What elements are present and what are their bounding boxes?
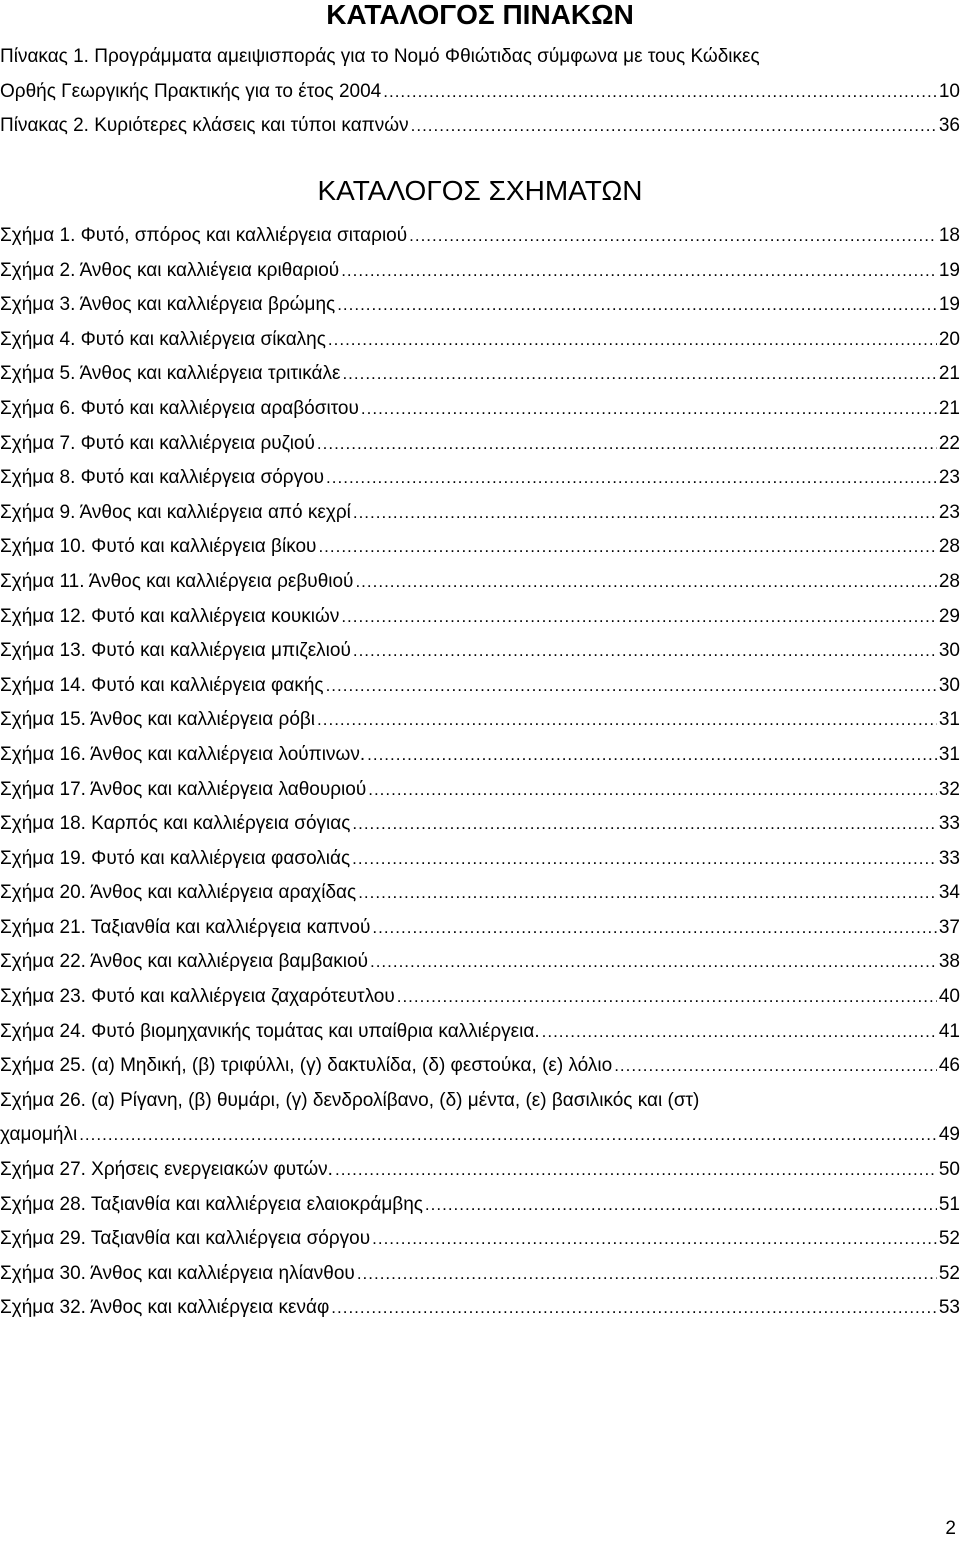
- figure-entry-page-number: 51: [938, 1193, 960, 1215]
- figure-entry[interactable]: [0, 876, 960, 911]
- dot-leader: [614, 1049, 937, 1084]
- figure-entry-line: [0, 1222, 960, 1257]
- figure-entry-page-number: 29: [938, 605, 960, 627]
- figure-entry-page-number: 40: [938, 986, 960, 1008]
- figure-entry-page-number: 38: [938, 951, 960, 973]
- figure-entry-label: Σχήμα 2. Άνθος και καλλιέγεια κριθαριού: [0, 259, 340, 281]
- figure-entry-line: [0, 911, 960, 946]
- figure-entry-page-number: 18: [938, 225, 960, 246]
- dot-leader: [341, 600, 937, 635]
- figure-entry[interactable]: [0, 911, 960, 946]
- figure-entry-line: [0, 1153, 960, 1188]
- figure-entry-line: [0, 427, 960, 462]
- figure-entry-page-number: 41: [938, 1020, 960, 1042]
- dot-leader: [397, 980, 937, 1015]
- figure-entry-line: [0, 1049, 960, 1084]
- figure-entry-line: [0, 703, 960, 738]
- figure-entry[interactable]: [0, 842, 960, 877]
- figure-entry[interactable]: [0, 703, 960, 738]
- figure-entry-line: [0, 842, 960, 877]
- figure-entry[interactable]: [0, 807, 960, 842]
- table-entry[interactable]: [0, 40, 960, 109]
- dot-leader: [337, 288, 937, 323]
- figure-entry[interactable]: [0, 461, 960, 496]
- figure-entry-label: Σχήμα 22. Άνθος και καλλιέργεια βαμβακιού: [0, 951, 368, 973]
- figure-entry[interactable]: [0, 530, 960, 565]
- dot-leader: [326, 461, 937, 496]
- figure-entry-label: Σχήμα 13. Φυτό και καλλιέργεια μπιζελιού: [0, 640, 351, 662]
- figure-entry-line: [0, 669, 960, 704]
- dot-leader: [411, 109, 937, 144]
- table-entry[interactable]: [0, 109, 960, 144]
- figure-entry-label: Σχήμα 25. (α) Μηδική, (β) τριφύλλι, (γ) δακτυλίδα, (δ) φεστούκα, (ε) λόλιο: [0, 1055, 613, 1077]
- dot-leader: [352, 807, 936, 842]
- tables-heading: ΚΑΤΑΛΟΓΟΣ ΠΙΝΑΚΩΝ: [326, 0, 634, 30]
- figure-entry-line: [0, 357, 960, 392]
- figure-entry-line: [0, 773, 960, 808]
- figure-entry-page-number: 19: [938, 259, 960, 281]
- figure-entry[interactable]: [0, 1049, 960, 1084]
- figure-entry[interactable]: [0, 1257, 960, 1292]
- figure-entry-line: [0, 945, 960, 980]
- figure-entry[interactable]: [0, 427, 960, 462]
- figure-entry-label: Σχήμα 9. Άνθος και καλλιέργεια από κεχρί: [0, 501, 351, 523]
- dot-leader: [367, 738, 937, 773]
- figure-entry-label: Σχήμα 1. Φυτό, σπόρος και καλλιέργεια σιταριού: [0, 225, 408, 246]
- figure-entry-line: [0, 219, 960, 254]
- figure-entry-label: Σχήμα 10. Φυτό και καλλιέργεια βίκου: [0, 536, 317, 558]
- tables-list: [0, 40, 960, 144]
- figure-entry-line: [0, 634, 960, 669]
- figure-entry[interactable]: [0, 219, 960, 254]
- figure-entry[interactable]: [0, 669, 960, 704]
- figure-entry-page-number: 28: [938, 536, 960, 558]
- figure-entry-label: Σχήμα 14. Φυτό και καλλιέργεια φακής: [0, 674, 324, 696]
- figure-entry-line: [0, 461, 960, 496]
- figure-entry[interactable]: [0, 980, 960, 1015]
- figure-entry-label: Σχήμα 3. Άνθος και καλλιέργεια βρώμης: [0, 294, 336, 316]
- figure-entry-label: Σχήμα 32. Άνθος και καλλιέργεια κενάφ: [0, 1297, 330, 1319]
- figure-entry-page-number: 50: [938, 1159, 960, 1181]
- figure-entry-label: Σχήμα 21. Ταξιανθία και καλλιέργεια καπνού: [0, 916, 371, 938]
- figure-entry-label: Σχήμα 23. Φυτό και καλλιέργεια ζαχαρότευτλου: [0, 986, 395, 1008]
- figure-entry-page-number: 30: [938, 640, 960, 662]
- figure-entry-page-number: 37: [938, 916, 960, 938]
- dot-leader: [383, 75, 937, 110]
- figure-entry-line: [0, 1188, 960, 1223]
- figure-entry-page-number: 46: [938, 1055, 960, 1077]
- figure-entry-line: [0, 565, 960, 600]
- table-entry-line: [0, 75, 960, 110]
- figure-entry-label: Σχήμα 8. Φυτό και καλλιέργεια σόργου: [0, 467, 325, 489]
- figure-entry-line: [0, 323, 960, 358]
- dot-leader: [372, 911, 936, 946]
- figure-entry-line: [0, 1118, 960, 1153]
- figure-entry[interactable]: [0, 945, 960, 980]
- figure-entry-line: [0, 600, 960, 635]
- dot-leader: [79, 1118, 937, 1153]
- figure-entry-label: Σχήμα 16. Άνθος και καλλιέργεια λούπινων.: [0, 743, 366, 765]
- figure-entry-line: [0, 530, 960, 565]
- figure-entry-first-line: Σχήμα 26. (α) Ρίγανη, (β) θυμάρι, (γ) δενδρολίβανο, (δ) μέντα, (ε) βασιλικός και (στ): [0, 1089, 700, 1111]
- figure-entry-line: [0, 1015, 960, 1050]
- figure-entry-line: [0, 1291, 960, 1326]
- figure-entry-page-number: 52: [938, 1262, 960, 1284]
- dot-leader: [318, 530, 936, 565]
- figure-entry[interactable]: [0, 496, 960, 531]
- figure-entry-label: χαμομήλι: [0, 1124, 78, 1146]
- dot-leader: [328, 323, 937, 358]
- figure-entry-line: [0, 288, 960, 323]
- figure-entry-page-number: 23: [938, 467, 960, 489]
- figure-entry-page-number: 31: [938, 743, 960, 765]
- dot-leader: [355, 565, 936, 600]
- figure-entry-label: Σχήμα 28. Ταξιανθία και καλλιέργεια ελαιοκράμβης: [0, 1193, 423, 1215]
- figure-entry-label: Σχήμα 19. Φυτό και καλλιέργεια φασολιάς: [0, 847, 351, 869]
- figure-entry-page-number: 20: [938, 328, 960, 350]
- dot-leader: [425, 1188, 937, 1223]
- figure-entry-page-number: 33: [938, 847, 960, 869]
- dot-leader: [331, 1291, 937, 1326]
- dot-leader: [370, 945, 937, 980]
- dot-leader: [372, 1222, 937, 1257]
- figure-entry-line: [0, 807, 960, 842]
- figure-entry-page-number: 21: [938, 397, 960, 419]
- figure-entry-label: Σχήμα 15. Άνθος και καλλιέργεια ρόβι: [0, 709, 316, 731]
- dot-leader: [352, 842, 937, 877]
- dot-leader: [353, 496, 937, 531]
- figure-entry-label: Σχήμα 27. Χρήσεις ενεργειακών φυτών.: [0, 1159, 333, 1181]
- dot-leader: [317, 703, 937, 738]
- figure-entry[interactable]: [0, 738, 960, 773]
- dot-leader: [326, 669, 937, 704]
- figure-entry[interactable]: [0, 1015, 960, 1050]
- figure-entry[interactable]: [0, 1153, 960, 1188]
- figure-entry-line: [0, 980, 960, 1015]
- figures-list: [0, 219, 960, 1326]
- figure-entry-page-number: 32: [938, 778, 960, 800]
- table-entry-first-line: Πίνακας 1. Προγράμματα αμειψισποράς για το Νομό Φθιώτιδας σύμφωνα με τους Κώδικες: [0, 46, 760, 67]
- figure-entry-page-number: 21: [938, 363, 960, 385]
- figure-entry-label: Σχήμα 4. Φυτό και καλλιέργεια σίκαλης: [0, 328, 326, 350]
- figure-entry-line: [0, 254, 960, 289]
- figure-entry-label: Σχήμα 6. Φυτό και καλλιέργεια αραβόσιτου: [0, 397, 359, 419]
- figure-entry-label: Σχήμα 5. Άνθος και καλλιέργεια τριτικάλε: [0, 363, 341, 385]
- figure-entry-label: Σχήμα 11. Άνθος και καλλιέργεια ρεβυθιού: [0, 570, 354, 592]
- figure-entry-page-number: 34: [938, 882, 960, 904]
- figure-entry[interactable]: [0, 1084, 960, 1153]
- figure-entry[interactable]: [0, 323, 960, 358]
- figure-entry-page-number: 22: [938, 432, 960, 454]
- dot-leader: [542, 1015, 937, 1050]
- figure-entry-page-number: 23: [938, 501, 960, 523]
- figure-entry-page-number: 49: [938, 1124, 960, 1146]
- figure-entry[interactable]: [0, 357, 960, 392]
- figure-entry-line: [0, 496, 960, 531]
- figure-entry-page-number: 19: [938, 294, 960, 316]
- figure-entry-label: Σχήμα 30. Άνθος και καλλιέργεια ηλίανθου: [0, 1262, 355, 1284]
- table-entry-label: Πίνακας 2. Κυριότερες κλάσεις και τύποι καπνών: [0, 115, 409, 137]
- figure-entry-page-number: 30: [938, 674, 960, 696]
- dot-leader: [368, 773, 937, 808]
- figure-entry[interactable]: [0, 254, 960, 289]
- figures-heading: ΚΑΤΑΛΟΓΟΣ ΣΧΗΜΑΤΩΝ: [317, 175, 643, 206]
- figure-entry-page-number: 52: [938, 1228, 960, 1250]
- figure-entry[interactable]: [0, 1291, 960, 1326]
- figure-entry-line: [0, 876, 960, 911]
- figure-entry[interactable]: [0, 600, 960, 635]
- dot-leader: [409, 219, 937, 254]
- figure-entry-page-number: 53: [938, 1297, 960, 1319]
- figure-entry-label: Σχήμα 29. Ταξιανθία και καλλιέργεια σόργου: [0, 1228, 371, 1250]
- figure-entry-label: Σχήμα 7. Φυτό και καλλιέργεια ρυζιού: [0, 432, 315, 454]
- dot-leader: [317, 427, 937, 462]
- table-entry-line: [0, 109, 960, 144]
- figure-entry-line: [0, 738, 960, 773]
- dot-leader: [353, 634, 937, 669]
- table-entry-page-number: 36: [938, 115, 960, 137]
- figure-entry[interactable]: [0, 1188, 960, 1223]
- figure-entry[interactable]: [0, 565, 960, 600]
- dot-leader: [335, 1153, 937, 1188]
- page-number: 2: [945, 1518, 956, 1539]
- figure-entry[interactable]: [0, 634, 960, 669]
- figure-entry-label: Σχήμα 24. Φυτό βιομηχανικής τομάτας και υπαίθρια καλλιέργεια.: [0, 1020, 540, 1042]
- figure-entry-line: [0, 392, 960, 427]
- dot-leader: [357, 1257, 937, 1292]
- figure-entry-page-number: 31: [938, 709, 960, 731]
- table-entry-page-number: 10: [938, 80, 960, 102]
- figure-entry-page-number: 28: [938, 570, 960, 592]
- figure-entry[interactable]: [0, 392, 960, 427]
- figure-entry[interactable]: [0, 1222, 960, 1257]
- figure-entry-label: Σχήμα 20. Άνθος και καλλιέργεια αραχίδας: [0, 882, 357, 904]
- figure-entry-label: Σχήμα 12. Φυτό και καλλιέργεια κουκιών: [0, 605, 340, 627]
- dot-leader: [361, 392, 937, 427]
- dot-leader: [342, 357, 936, 392]
- figure-entry-page-number: 33: [938, 813, 960, 835]
- dot-leader: [358, 876, 937, 911]
- figure-entry-label: Σχήμα 18. Καρπός και καλλιέργεια σόγιας: [0, 813, 351, 835]
- figure-entry-label: Σχήμα 17. Άνθος και καλλιέργεια λαθουριού: [0, 778, 367, 800]
- figure-entry-line: [0, 1257, 960, 1292]
- dot-leader: [341, 254, 937, 289]
- figure-entry[interactable]: [0, 288, 960, 323]
- figure-entry[interactable]: [0, 773, 960, 808]
- table-entry-label: Ορθής Γεωργικής Πρακτικής για το έτος 2004: [0, 80, 382, 102]
